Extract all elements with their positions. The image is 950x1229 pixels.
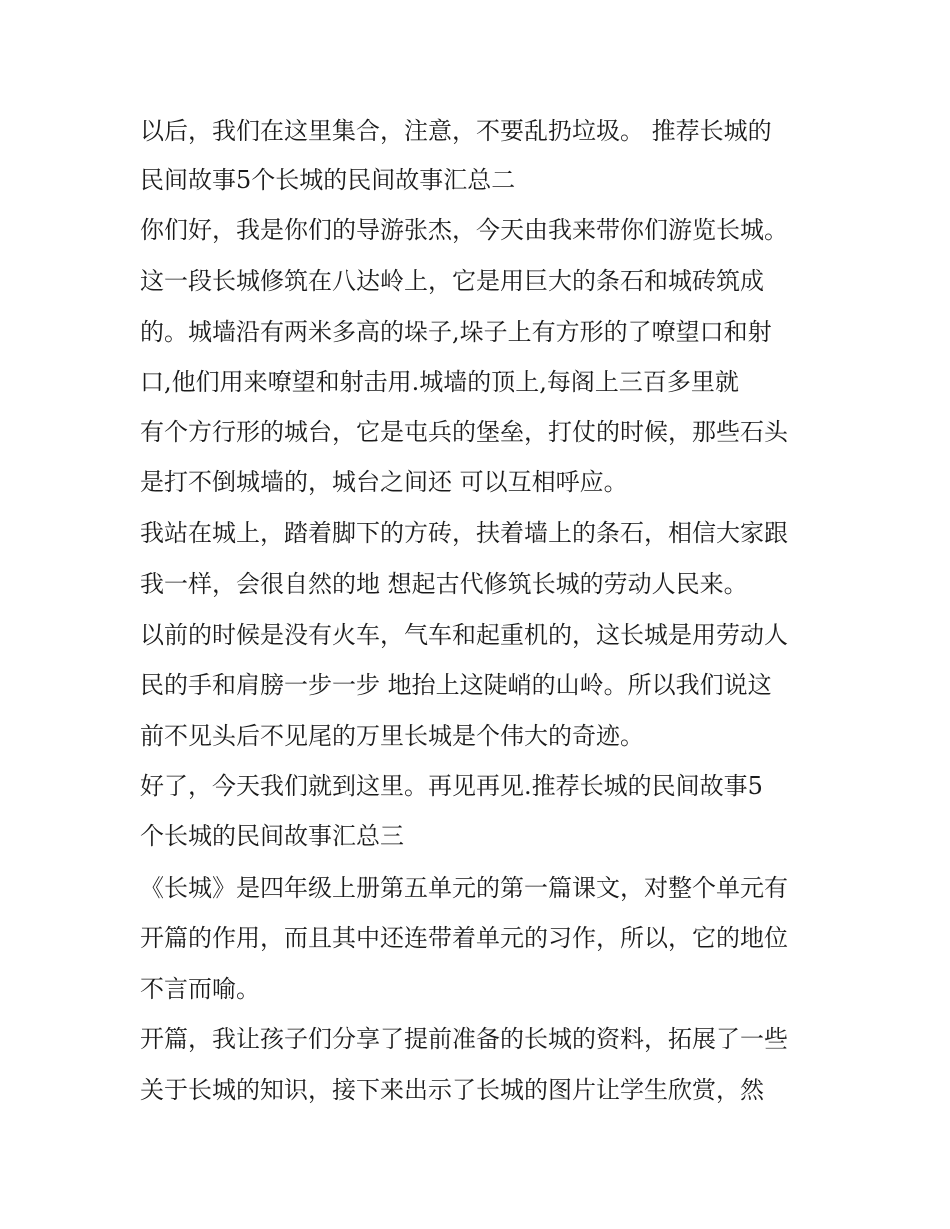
text-line: 你们好，我是你们的导游张杰，今天由我来带你们游览长城。 bbox=[140, 216, 788, 244]
text-line: 民间故事5个长城的民间故事汇总二 bbox=[140, 166, 516, 194]
text-line: 这一段长城修筑在八达岭上，它是用巨大的条石和城砖筑成 bbox=[140, 267, 764, 295]
text-line: 我一样，会很自然的地 想起古代修筑长城的劳动人民来。 bbox=[140, 570, 748, 598]
text-line: 民的手和肩膀一步一步 地抬上这陡峭的山岭。所以我们说这 bbox=[140, 671, 772, 699]
text-line: 开篇的作用，而且其中还连带着单元的习作，所以，它的地位 bbox=[140, 924, 788, 952]
text-line: 不言而喻。 bbox=[140, 975, 260, 1003]
text-line: 是打不倒城墙的，城台之间还 可以互相呼应。 bbox=[140, 468, 628, 496]
text-line: 以前的时候是没有火车，气车和起重机的，这长城是用劳动人 bbox=[140, 621, 788, 649]
text-line: 好了，今天我们就到这里。再见再见.推荐长城的民间故事5 bbox=[140, 772, 763, 800]
text-line: 以后，我们在这里集合，注意，不要乱扔垃圾。 推荐长城的 bbox=[140, 117, 772, 145]
text-line: 有个方行形的城台，它是屯兵的堡垒，打仗的时候，那些石头 bbox=[140, 418, 788, 446]
text-line: 口,他们用来嘹望和射击用.城墙的顶上,每阁上三百多里就 bbox=[140, 368, 739, 396]
text-line: 个长城的民间故事汇总三 bbox=[140, 822, 404, 850]
text-line: 前不见头后不见尾的万里长城是个伟大的奇迹。 bbox=[140, 722, 644, 750]
text-line: 《长城》是四年级上册第五单元的第一篇课文，对整个单元有 bbox=[140, 874, 788, 902]
text-line: 开篇，我让孩子们分享了提前准备的长城的资料，拓展了一些 bbox=[140, 1025, 788, 1053]
text-line: 的。城墙沿有两米多高的垛子,垛子上有方形的了嘹望口和射 bbox=[140, 318, 772, 346]
text-line: 关于长城的知识，接下来出示了长城的图片让学生欣赏，然 bbox=[140, 1076, 764, 1104]
text-line: 我站在城上，踏着脚下的方砖，扶着墙上的条石，相信大家跟 bbox=[140, 519, 788, 547]
